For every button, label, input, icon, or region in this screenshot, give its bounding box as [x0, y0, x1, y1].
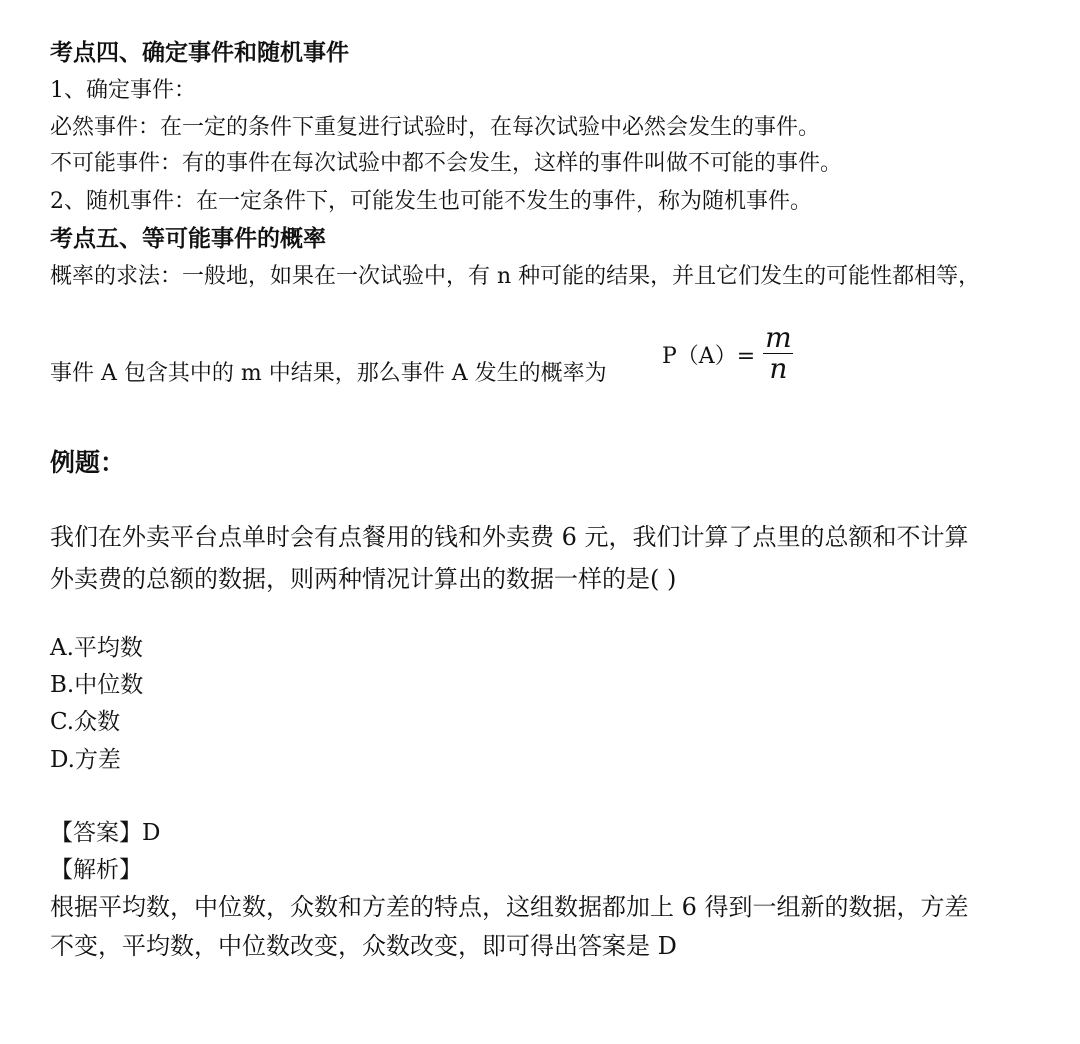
option-b: B.中位数 — [50, 672, 144, 698]
section4-certain-event: 必然事件：在一定的条件下重复进行试验时，在每次试验中必然会发生的事件。 — [50, 115, 821, 140]
section5-line1: 概率的求法：一般地，如果在一次试验中，有 n 种可能的结果，并且它们发生的可能性都相等， — [50, 264, 981, 289]
section5-title: 考点五、等可能事件的概率 — [50, 225, 326, 252]
option-a: A.平均数 — [50, 635, 143, 661]
formula-denominator: n — [769, 351, 788, 385]
section4-impossible-event: 不可能事件：有的事件在每次试验中都不会发生，这样的事件叫做不可能的事件。 — [50, 151, 843, 176]
formula-fraction — [759, 320, 798, 385]
formula-lhs: P（A）= — [662, 343, 756, 369]
example-title: 例题： — [50, 448, 126, 477]
question-line1: 我们在外卖平台点单时会有点餐用的钱和外卖费 6 元，我们计算了点里的总额和不计算 — [50, 523, 969, 551]
section4-item1: 1、确定事件： — [50, 78, 196, 103]
option-d: D.方差 — [50, 747, 121, 773]
option-c: C.众数 — [50, 709, 121, 735]
probability-formula — [662, 318, 798, 388]
question-line2: 外卖费的总额的数据，则两种情况计算出的数据一样的是( ) — [50, 565, 677, 593]
section4-title: 考点四、确定事件和随机事件 — [50, 39, 349, 66]
analysis-line1: 根据平均数，中位数，众数和方差的特点，这组数据都加上 6 得到一组新的数据，方差 — [50, 893, 969, 921]
formula-numerator: m — [765, 320, 792, 354]
section4-item2: 2、随机事件：在一定条件下，可能发生也可能不发生的事件，称为随机事件。 — [50, 189, 812, 214]
analysis-label: 【解析】 — [50, 857, 142, 883]
analysis-line2: 不变，平均数，中位数改变，众数改变，即可得出答案是 D — [50, 932, 677, 960]
section5-line2: 事件 A 包含其中的 m 中结果，那么事件 A 发生的概率为 — [50, 361, 607, 386]
answer: 【答案】D — [50, 820, 161, 846]
